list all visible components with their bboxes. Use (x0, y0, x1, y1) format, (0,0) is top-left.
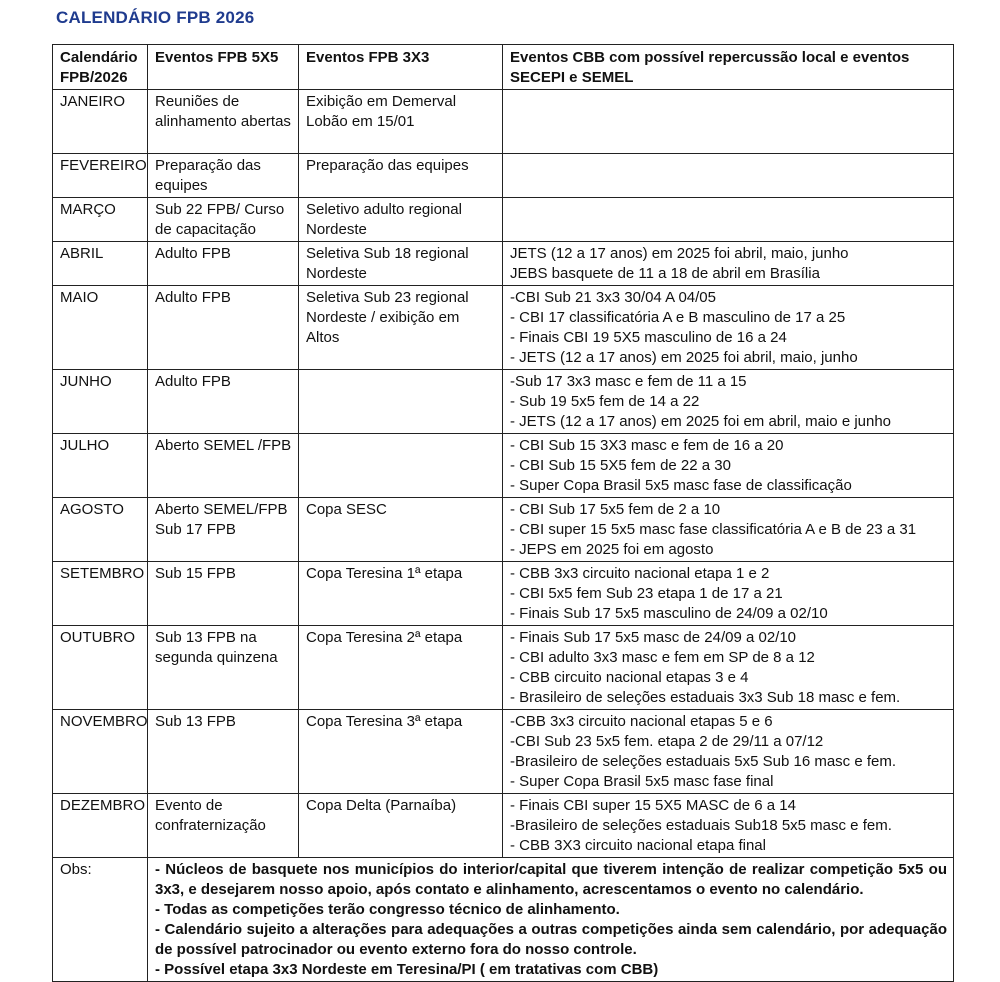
fpb-5x5-cell: Evento de confraternização (148, 794, 299, 858)
table-row (53, 562, 954, 626)
fpb-5x5-cell: Adulto FPB (148, 242, 299, 286)
cbb-events-cell (503, 710, 954, 794)
obs-item: - Núcleos de basquete nos municípios do interior/capital que tiverem intenção de realizar competição 5x5 ou 3x3, e desejarem nosso apoio, após contato e alinhamento, acrescentamos o evento no calendário. (155, 861, 947, 898)
month-cell: FEVEREIRO (53, 154, 148, 198)
cbb-event-line: - CBI 5x5 fem Sub 23 etapa 1 de 17 a 21 (510, 585, 783, 602)
cbb-event-line: - Brasileiro de seleções estaduais 3x3 Sub 18 masc e fem. (510, 689, 901, 706)
fpb-5x5-cell: Sub 13 FPB (148, 710, 299, 794)
month-cell: MARÇO (53, 198, 148, 242)
cbb-events-cell (503, 498, 954, 562)
month-cell: SETEMBRO (53, 562, 148, 626)
cbb-event-line: - Finais CBI 19 5X5 masculino de 16 a 24 (510, 329, 787, 346)
fpb-5x5-cell: Sub 22 FPB/ Curso de capacitação (148, 198, 299, 242)
obs-label: Obs: (53, 858, 148, 982)
cbb-event-line: -Brasileiro de seleções estaduais 5x5 Sub 16 masc e fem. (510, 753, 897, 770)
cbb-event-line: - Super Copa Brasil 5x5 masc fase de classificação (510, 477, 852, 494)
table-row (53, 90, 954, 154)
table-row (53, 710, 954, 794)
page-title: CALENDÁRIO FPB 2026 (56, 8, 255, 27)
table-row (53, 434, 954, 498)
cbb-event-line: -CBI Sub 23 5x5 fem. etapa 2 de 29/11 a 07/12 (510, 733, 824, 750)
table-row (53, 286, 954, 370)
fpb-3x3-cell: Copa Teresina 1ª etapa (299, 562, 503, 626)
month-cell: ABRIL (53, 242, 148, 286)
cbb-event-line: - JEPS em 2025 foi em agosto (510, 541, 714, 558)
fpb-5x5-cell: Aberto SEMEL /FPB (148, 434, 299, 498)
cbb-events-cell (503, 286, 954, 370)
fpb-5x5-cell: Reuniões de alinhamento abertas (148, 90, 299, 154)
fpb-5x5-cell: Preparação das equipes (148, 154, 299, 198)
header-fpb-5x5: Eventos FPB 5X5 (148, 45, 299, 90)
fpb-5x5-cell: Sub 13 FPB na segunda quinzena (148, 626, 299, 710)
cbb-event-line: -Sub 17 3x3 masc e fem de 11 a 15 (510, 373, 747, 390)
header-cbb-events: Eventos CBB com possível repercussão local e eventos SECEPI e SEMEL (503, 45, 954, 90)
cbb-events-cell (503, 626, 954, 710)
month-cell: OUTUBRO (53, 626, 148, 710)
month-cell: JULHO (53, 434, 148, 498)
obs-item: - Calendário sujeito a alterações para adequações a outras competições ainda sem calendário, por adequação de possível patrocinador ou evento externo fora do nosso controle. (155, 921, 947, 958)
obs-item: - Possível etapa 3x3 Nordeste em Teresina/PI ( em tratativas com CBB) (155, 961, 659, 978)
cbb-event-line: - CBB circuito nacional etapas 3 e 4 (510, 669, 749, 686)
cbb-event-line: -Brasileiro de seleções estaduais Sub18 5x5 masc e fem. (510, 817, 892, 834)
table-row (53, 198, 954, 242)
fpb-5x5-cell: Sub 15 FPB (148, 562, 299, 626)
fpb-5x5-cell: Adulto FPB (148, 370, 299, 434)
cbb-event-line: - Finais CBI super 15 5X5 MASC de 6 a 14 (510, 797, 796, 814)
header-row (53, 45, 954, 90)
month-cell: JUNHO (53, 370, 148, 434)
fpb-3x3-cell: Seletivo adulto regional Nordeste (299, 198, 503, 242)
cbb-event-line: - CBI super 15 5x5 masc fase classificatória A e B de 23 a 31 (510, 521, 917, 538)
obs-content (148, 858, 954, 982)
cbb-event-line: -CBB 3x3 circuito nacional etapas 5 e 6 (510, 713, 773, 730)
cbb-event-line: - Sub 19 5x5 fem de 14 a 22 (510, 393, 700, 410)
cbb-events-cell (503, 90, 954, 154)
cbb-event-line: - CBB 3X3 circuito nacional etapa final (510, 837, 766, 854)
cbb-event-line: - Finais Sub 17 5x5 masc de 24/09 a 02/10 (510, 629, 797, 646)
cbb-events-cell (503, 242, 954, 286)
obs-row (53, 858, 954, 982)
cbb-event-line: JEBS basquete de 11 a 18 de abril em Brasília (510, 265, 820, 282)
cbb-events-cell (503, 562, 954, 626)
table-row (53, 154, 954, 198)
obs-item: - Todas as competições terão congresso técnico de alinhamento. (155, 901, 620, 918)
cbb-events-cell (503, 198, 954, 242)
fpb-3x3-cell: Seletiva Sub 18 regional Nordeste (299, 242, 503, 286)
calendar-table (52, 44, 954, 982)
month-cell: JANEIRO (53, 90, 148, 154)
table-row (53, 242, 954, 286)
cbb-event-line: - JETS (12 a 17 anos) em 2025 foi em abril, maio e junho (510, 413, 892, 430)
cbb-event-line: - CBI Sub 15 5X5 fem de 22 a 30 (510, 457, 731, 474)
fpb-3x3-cell: Copa Teresina 3ª etapa (299, 710, 503, 794)
table-row (53, 626, 954, 710)
fpb-3x3-cell: Exibição em Demerval Lobão em 15/01 (299, 90, 503, 154)
table-row (53, 794, 954, 858)
header-month: Calendário FPB/2026 (53, 45, 148, 90)
month-cell: AGOSTO (53, 498, 148, 562)
fpb-3x3-cell: Copa Delta (Parnaíba) (299, 794, 503, 858)
month-cell: DEZEMBRO (53, 794, 148, 858)
fpb-3x3-cell (299, 370, 503, 434)
cbb-events-cell (503, 370, 954, 434)
month-cell: NOVEMBRO (53, 710, 148, 794)
fpb-3x3-cell: Seletiva Sub 23 regional Nordeste / exibição em Altos (299, 286, 503, 370)
fpb-3x3-cell: Copa SESC (299, 498, 503, 562)
cbb-events-cell (503, 794, 954, 858)
cbb-events-cell (503, 154, 954, 198)
cbb-event-line: - CBB 3x3 circuito nacional etapa 1 e 2 (510, 565, 770, 582)
fpb-5x5-cell: Adulto FPB (148, 286, 299, 370)
cbb-event-line: - CBI adulto 3x3 masc e fem em SP de 8 a 12 (510, 649, 815, 666)
table-row (53, 370, 954, 434)
table-row (53, 498, 954, 562)
cbb-event-line: - Super Copa Brasil 5x5 masc fase final (510, 773, 774, 790)
cbb-events-cell (503, 434, 954, 498)
fpb-3x3-cell: Copa Teresina 2ª etapa (299, 626, 503, 710)
fpb-5x5-cell: Aberto SEMEL/FPB Sub 17 FPB (148, 498, 299, 562)
cbb-event-line: - CBI 17 classificatória A e B masculino de 17 a 25 (510, 309, 846, 326)
cbb-event-line: - CBI Sub 15 3X3 masc e fem de 16 a 20 (510, 437, 784, 454)
fpb-3x3-cell (299, 434, 503, 498)
cbb-event-line: -CBI Sub 21 3x3 30/04 A 04/05 (510, 289, 716, 306)
cbb-event-line: - Finais Sub 17 5x5 masculino de 24/09 a 02/10 (510, 605, 828, 622)
cbb-event-line: - CBI Sub 17 5x5 fem de 2 a 10 (510, 501, 721, 518)
cbb-event-line: JETS (12 a 17 anos) em 2025 foi abril, maio, junho (510, 245, 849, 262)
month-cell: MAIO (53, 286, 148, 370)
header-fpb-3x3: Eventos FPB 3X3 (299, 45, 503, 90)
cbb-event-line: - JETS (12 a 17 anos) em 2025 foi abril, maio, junho (510, 349, 858, 366)
fpb-3x3-cell: Preparação das equipes (299, 154, 503, 198)
